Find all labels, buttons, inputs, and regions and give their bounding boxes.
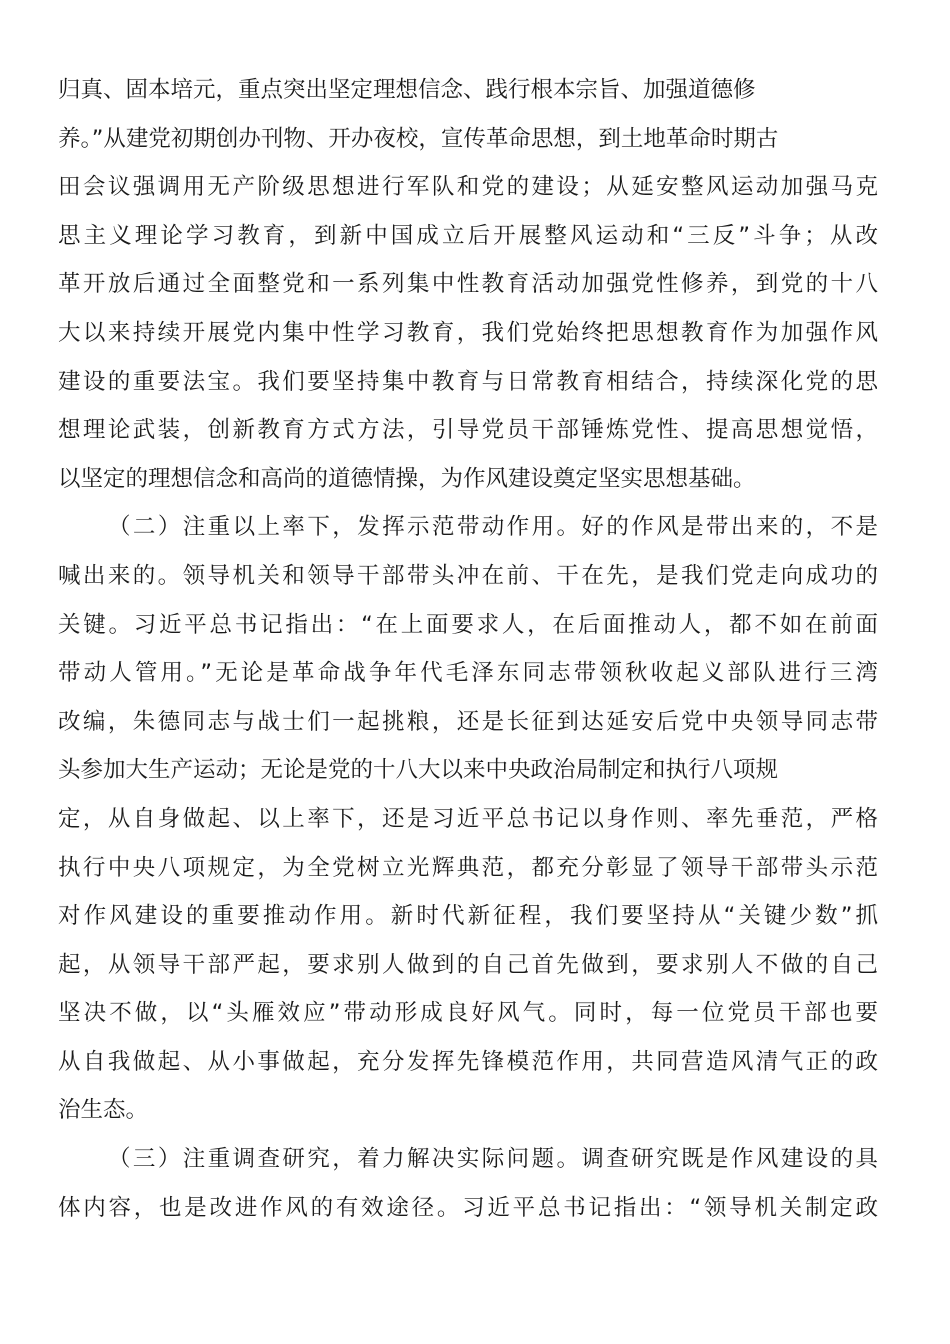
text-line: 关键。习近平总书记指出：“在上面要求人，在后面推动人，都不如在前面	[58, 611, 878, 638]
text-line: 起，从领导干部严起，要求别人做到的自己首先做到，要求别人不做的自己	[58, 951, 878, 978]
text-line: 对作风建设的重要推动作用。新时代新征程，我们要坚持从“关键少数”抓	[58, 903, 878, 930]
section-heading-line: （三）注重调查研究，着力解决实际问题。调查研究既是作风建设的具	[108, 1146, 878, 1173]
text-line: 建设的重要法宝。我们要坚持集中教育与日常教育相结合，持续深化党的思	[58, 368, 878, 395]
text-line: 以坚定的理想信念和高尚的道德情操，为作风建设奠定坚实思想基础。	[58, 465, 756, 492]
body-text	[58, 66, 878, 1232]
text-line: 田会议强调用无产阶级思想进行军队和党的建设；从延安整风运动加强马克	[58, 174, 878, 201]
section-heading-line: （二）注重以上率下，发挥示范带动作用。好的作风是带出来的，不是	[108, 514, 878, 541]
text-line: 定，从自身做起、以上率下，还是习近平总书记以身作则、率先垂范，严格	[58, 805, 878, 832]
text-line: 从自我做起、从小事做起，充分发挥先锋模范作用，共同营造风清气正的政	[58, 1048, 878, 1075]
text-line: 执行中央八项规定，为全党树立光辉典范，都充分彰显了领导干部带头示范	[58, 854, 878, 881]
text-line: 想理论武装，创新教育方式方法，引导党员干部锤炼党性、提高思想觉悟，	[58, 417, 878, 444]
text-line: 归真、固本培元，重点突出坚定理想信念、践行根本宗旨、加强道德修	[58, 77, 756, 103]
text-line: 带动人管用。”无论是革命战争年代毛泽东同志带领秋收起义部队进行三湾	[58, 660, 878, 687]
text-line: 喊出来的。领导机关和领导干部带头冲在前、干在先，是我们党走向成功的	[58, 562, 878, 589]
text-line: 改编，朱德同志与战士们一起挑粮，还是长征到达延安后党中央领导同志带	[58, 708, 878, 735]
text-line: 坚决不做，以“头雁效应”带动形成良好风气。同时，每一位党员干部也要	[58, 1000, 878, 1027]
text-line: 思主义理论学习教育，到新中国成立后开展整风运动和“三反”斗争；从改	[58, 222, 878, 249]
text-line: 体内容，也是改进作风的有效途径。习近平总书记指出：“领导机关制定政	[58, 1194, 878, 1221]
text-line: 养。”从建党初期创办刊物、开办夜校，宣传革命思想，到土地革命时期古	[58, 125, 779, 152]
text-line: 头参加大生产运动；无论是党的十八大以来中央政治局制定和执行八项规	[58, 757, 779, 784]
text-line: 治生态。	[58, 1097, 149, 1124]
text-line: 革开放后通过全面整党和一系列集中性教育活动加强党性修养，到党的十八	[58, 271, 878, 298]
text-line: 大以来持续开展党内集中性学习教育，我们党始终把思想教育作为加强作风	[58, 319, 878, 346]
